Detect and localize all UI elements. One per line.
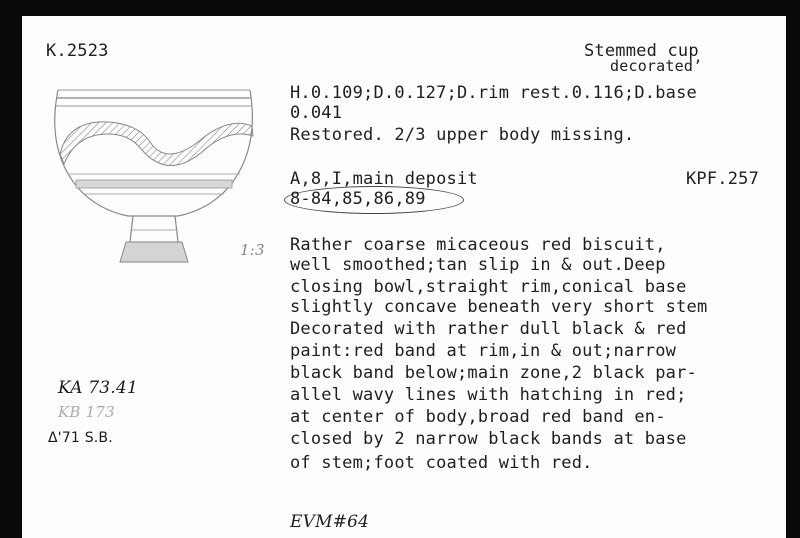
description-line: of stem;foot coated with red. <box>290 453 593 473</box>
handwritten-note: KB 173 <box>58 403 115 421</box>
description-line: Rather coarse micaceous red biscuit, <box>290 235 666 255</box>
description-line: black band below;main zone,2 black par- <box>290 363 697 383</box>
description-line: paint:red band at rim,in & out;narrow <box>290 341 677 361</box>
scan-border-left <box>0 0 22 538</box>
description-line: Decorated with rather dull black & red <box>290 319 687 339</box>
description-line: at center of body,broad red band en- <box>290 407 666 427</box>
dimensions-continued: 0.041 <box>290 103 343 123</box>
reference-numbers: 8-84,85,86,89 <box>290 189 426 209</box>
footer-clip <box>290 508 430 538</box>
scan-border-right <box>786 0 800 538</box>
provenance: A,8,I,main deposit <box>290 169 478 189</box>
condition-note: Restored. 2/3 upper body missing. <box>290 125 635 145</box>
handwritten-note: Δ'71 S.B. <box>48 430 113 446</box>
description-line: closed by 2 narrow black bands at base <box>290 429 687 449</box>
scan-border-top <box>0 0 800 16</box>
kpf-number: KPF.257 <box>686 169 760 189</box>
description-line: slightly concave beneath very short stem <box>290 297 708 317</box>
object-type-qualifier: decorated’ <box>610 57 703 75</box>
drawing-scale: 1:3 <box>240 241 265 259</box>
dimensions: H.0.109;D.0.127;D.rim rest.0.116;D.base <box>290 83 697 103</box>
footer-reference: EVM#64 <box>290 512 370 532</box>
handwritten-note: KA 73.41 <box>58 378 138 398</box>
stemmed-cup-drawing <box>38 70 278 300</box>
description-line: closing bowl,straight rim,conical base <box>290 277 687 297</box>
object-type: Stemmed cup <box>584 41 699 61</box>
description-line: well smoothed;tan slip in & out.Deep <box>290 255 666 275</box>
description-line: allel wavy lines with hatching in red; <box>290 385 687 405</box>
catalog-number: K.2523 <box>46 41 109 61</box>
